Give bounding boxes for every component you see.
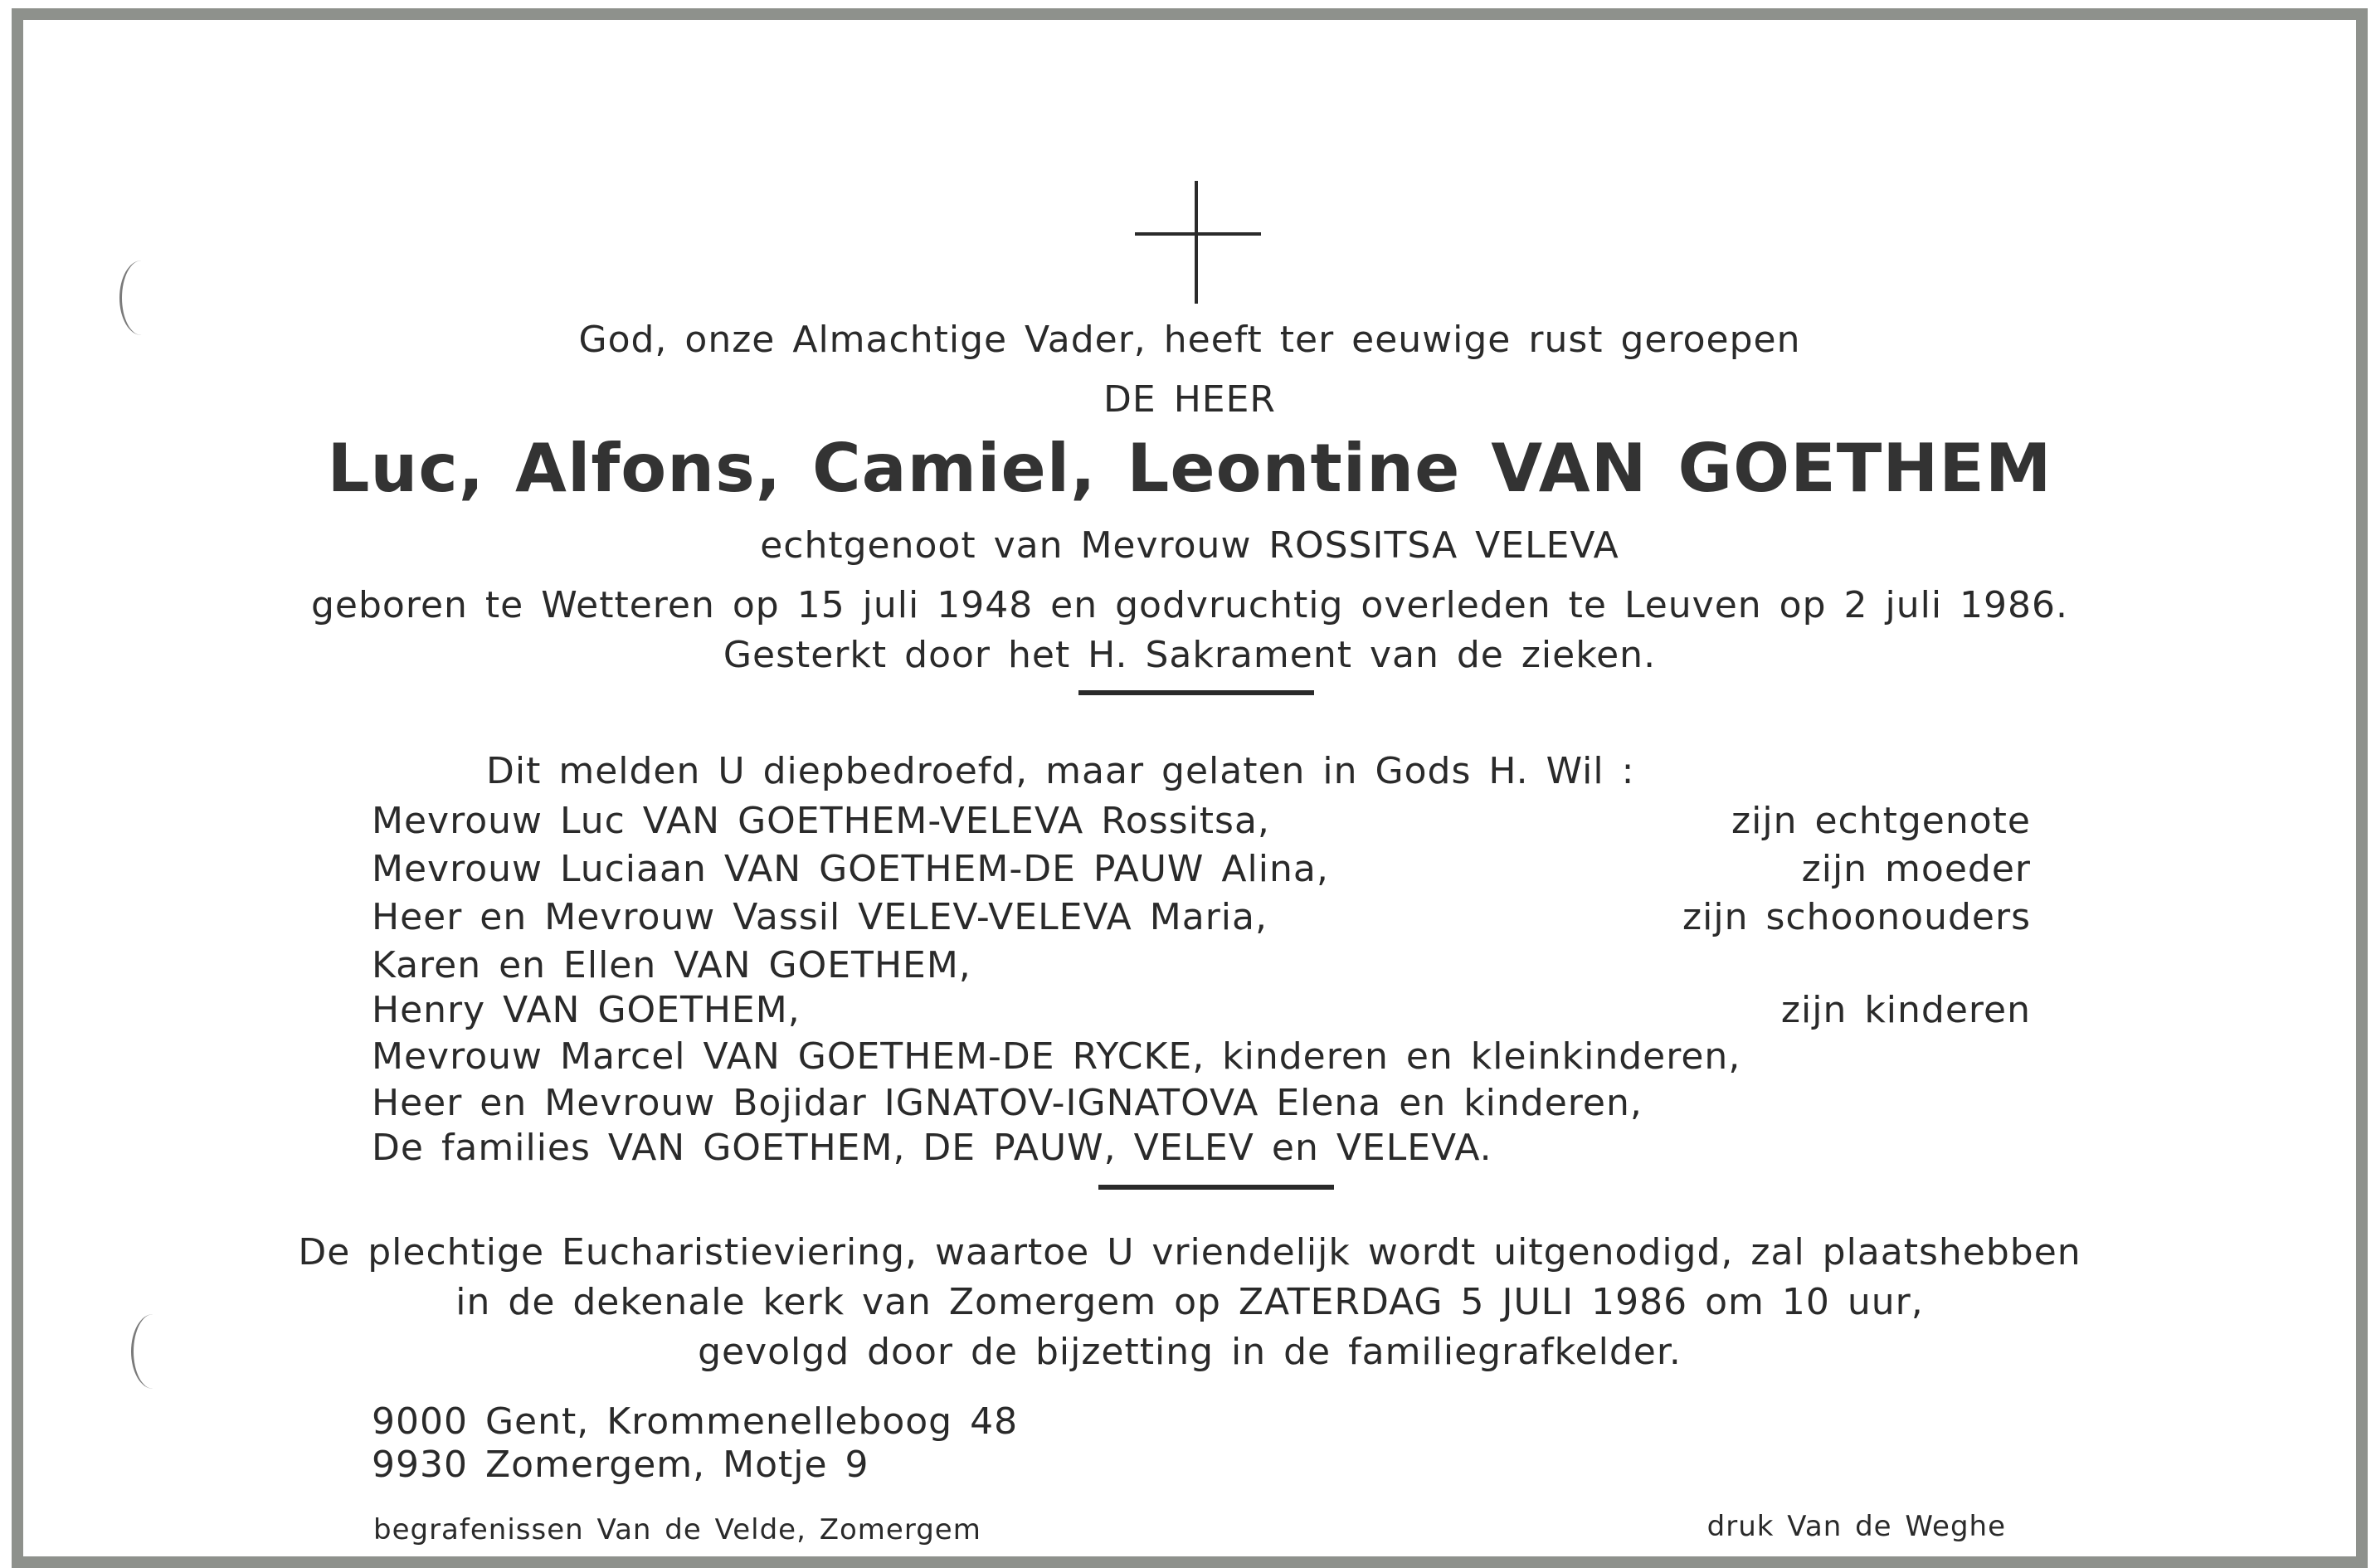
divider-top bbox=[1078, 690, 1314, 695]
relative-row bbox=[372, 1127, 2031, 1173]
sacrament-line: Gesterkt door het H. Sakrament van de zieken. bbox=[723, 634, 1657, 676]
relative-relation: zijn kinderen bbox=[1780, 989, 2031, 1031]
relative-name: De families VAN GOETHEM, DE PAUW, VELEV en VELEVA. bbox=[372, 1127, 1492, 1169]
relative-row bbox=[372, 1035, 2031, 1082]
mourning-card bbox=[12, 8, 2368, 1568]
relative-name: Mevrouw Marcel VAN GOETHEM-DE RYCKE, kinderen en kleinkinderen, bbox=[372, 1035, 1741, 1078]
relative-relation: zijn echtgenote bbox=[1731, 800, 2031, 842]
relative-relation: zijn schoonouders bbox=[1682, 896, 2031, 938]
service-line-3: gevolgd door de bijzetting in de familiegrafkelder. bbox=[698, 1331, 1682, 1373]
relative-row bbox=[372, 896, 2031, 942]
birth-death-line: geboren te Wetteren op 15 juli 1948 en godvruchtig overleden te Leuven op 2 juli 1986. bbox=[311, 584, 2068, 626]
relative-name: Henry VAN GOETHEM, bbox=[372, 989, 801, 1031]
relative-name: Heer en Mevrouw Vassil VELEV-VELEVA Maria, bbox=[372, 896, 1268, 938]
divider-bottom bbox=[1098, 1185, 1334, 1190]
relative-name: Mevrouw Luc VAN GOETHEM-VELEVA Rossitsa, bbox=[372, 800, 1270, 842]
deceased-name: Luc, Alfons, Camiel, Leontine VAN GOETHEM bbox=[327, 430, 2052, 507]
address-zomergem: 9930 Zomergem, Motje 9 bbox=[372, 1444, 869, 1486]
relative-row bbox=[372, 989, 2031, 1035]
intro-line: God, onze Almachtige Vader, heeft ter eeuwige rust geroepen bbox=[578, 319, 1801, 361]
relative-name: Mevrouw Luciaan VAN GOETHEM-DE PAUW Alina, bbox=[372, 848, 1329, 890]
title-line: DE HEER bbox=[1103, 378, 1276, 421]
relative-row bbox=[372, 800, 2031, 846]
relative-row bbox=[372, 848, 2031, 894]
relative-name: Heer en Mevrouw Bojidar IGNATOV-IGNATOVA Elena en kinderen, bbox=[372, 1082, 1643, 1124]
service-line-2: in de dekenale kerk van Zomergem op ZATERDAG 5 JULI 1986 om 10 uur, bbox=[455, 1281, 1924, 1323]
undertaker-credit: begrafenissen Van de Velde, Zomergem bbox=[373, 1513, 981, 1546]
service-line-1: De plechtige Eucharistieviering, waartoe U vriendelijk wordt uitgenodigd, zal plaatshebben bbox=[298, 1231, 2081, 1273]
cross-icon bbox=[1132, 176, 1264, 309]
relative-name: Karen en Ellen VAN GOETHEM, bbox=[372, 944, 971, 986]
relative-row bbox=[372, 944, 2031, 991]
address-gent: 9000 Gent, Krommenelleboog 48 bbox=[372, 1400, 1019, 1443]
relative-row bbox=[372, 1082, 2031, 1128]
relative-relation: zijn moeder bbox=[1801, 848, 2031, 890]
announce-line: Dit melden U diepbedroefd, maar gelaten in Gods H. Wil : bbox=[486, 750, 1635, 792]
spouse-line: echtgenoot van Mevrouw ROSSITSA VELEVA bbox=[760, 524, 1619, 567]
printer-credit: druk Van de Weghe bbox=[1706, 1510, 2006, 1543]
